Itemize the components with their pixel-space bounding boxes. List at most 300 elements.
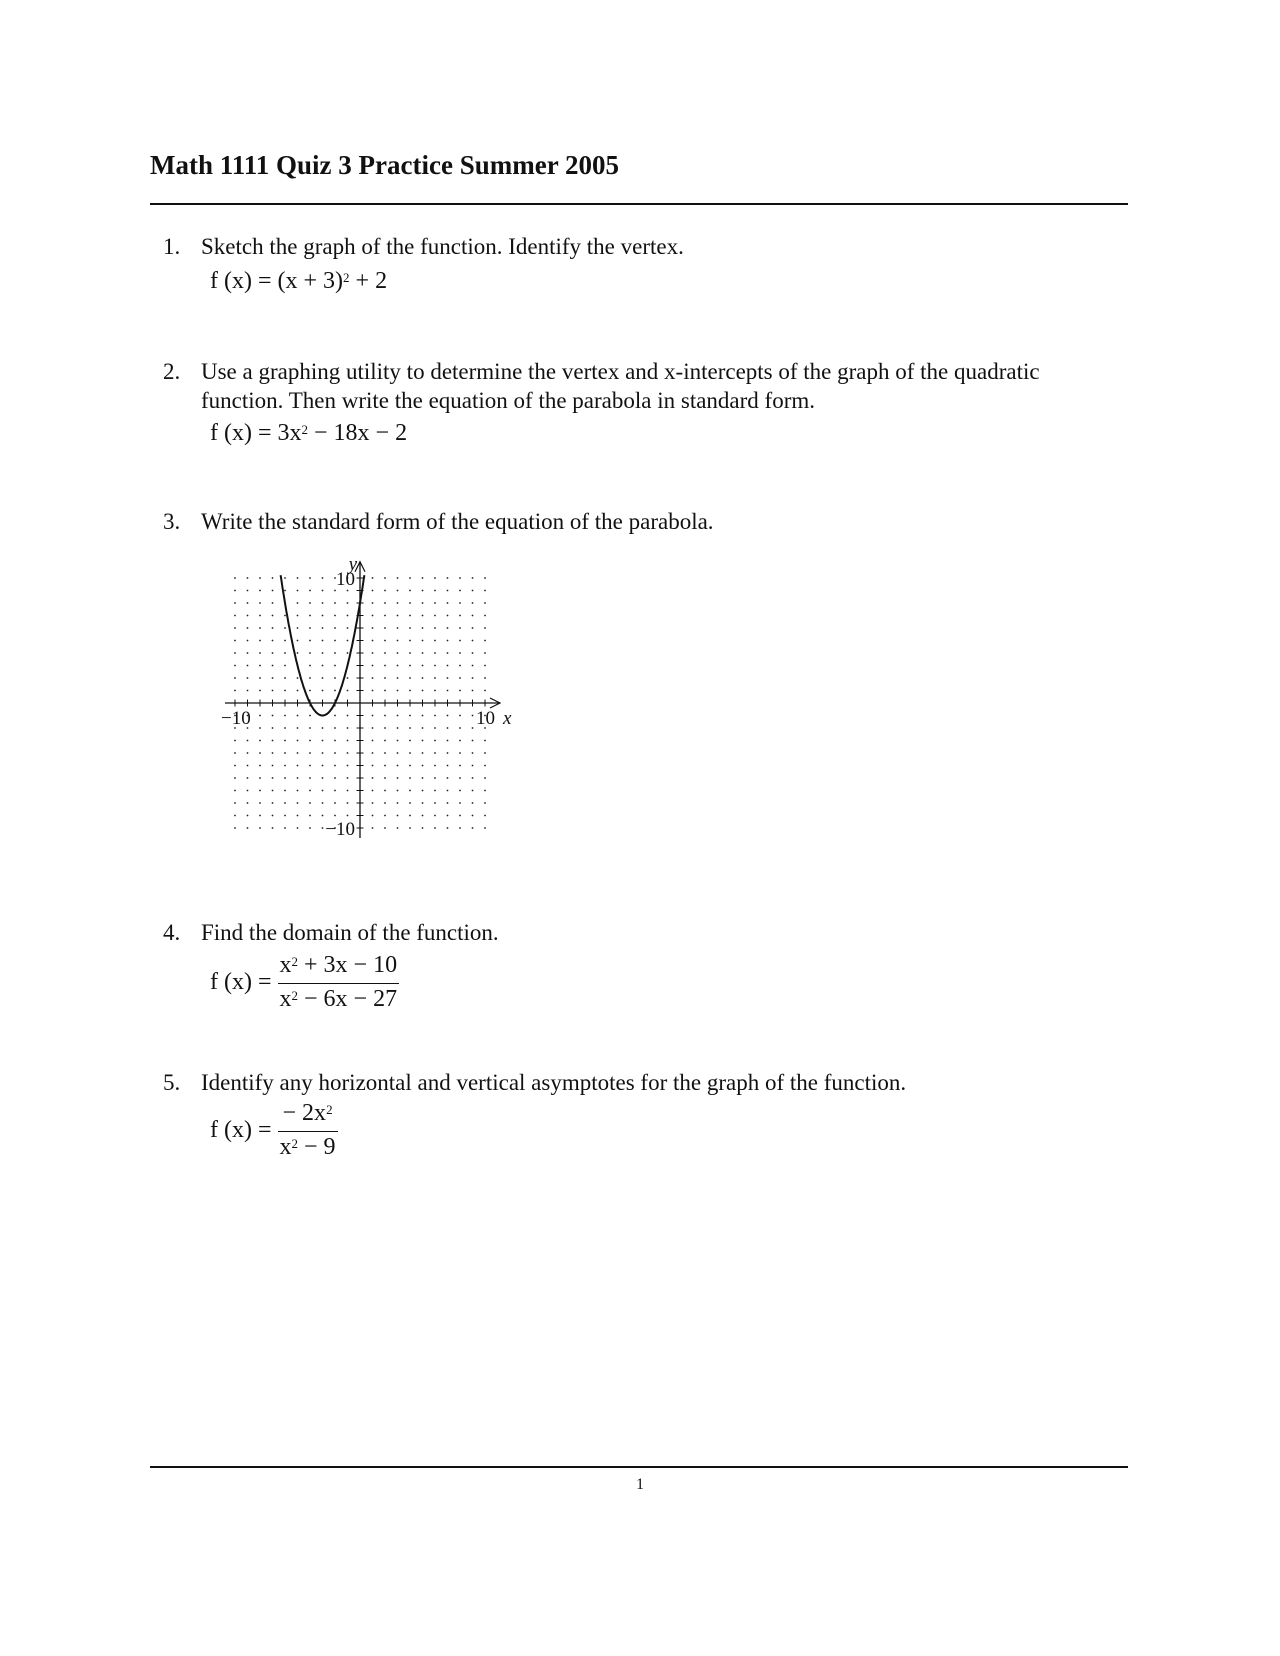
grid-dot [447,727,449,729]
grid-dot [234,815,236,817]
grid-dot [472,677,474,679]
grid-dot [484,827,486,829]
grid-dot [422,790,424,792]
grid-dot [447,665,449,667]
grid-dot [284,727,286,729]
grid-dot [322,640,324,642]
question-number: 2. [163,359,181,384]
question-number: 1. [163,234,181,259]
grid-dot [447,802,449,804]
grid-dot [459,827,461,829]
grid-dot [484,640,486,642]
grid-dot [247,652,249,654]
grid-dot [397,715,399,717]
grid-dot [447,715,449,717]
grid-dot [259,652,261,654]
grid-dot [259,665,261,667]
grid-dot [397,827,399,829]
x-tick-label-min: −10 [221,708,251,729]
grid-dot [372,765,374,767]
grid-dot [409,627,411,629]
grid-dot [322,790,324,792]
term: x [279,1134,292,1160]
grid-dot [297,627,299,629]
grid-dot [259,777,261,779]
grid-dot [384,752,386,754]
grid-dot [334,690,336,692]
grid-dot [247,790,249,792]
grid-dot [434,640,436,642]
grid-dot [259,590,261,592]
formula-lhs: f (x) = 3x [210,420,302,446]
grid-dot [384,690,386,692]
grid-dot [334,715,336,717]
grid-dot [459,815,461,817]
grid-dot [372,802,374,804]
grid-dot [384,627,386,629]
grid-dot [409,690,411,692]
grid-dot [309,815,311,817]
grid-dot [434,715,436,717]
grid-dot [384,715,386,717]
grid-dot [309,577,311,579]
grid-dot [434,590,436,592]
formula-body: (x + 3) [277,268,344,294]
grid-dot [334,802,336,804]
grid-dot [272,802,274,804]
grid-dot [422,727,424,729]
grid-dot [384,615,386,617]
grid-dot [284,577,286,579]
grid-dot [234,602,236,604]
parabola-curve [281,575,365,715]
grid-dot [397,740,399,742]
grid-dot [447,640,449,642]
grid-dot [272,615,274,617]
grid-dot [397,652,399,654]
grid-dot [422,640,424,642]
grid-dot [259,740,261,742]
grid-dot [272,790,274,792]
grid-dot [422,752,424,754]
grid-dot [372,815,374,817]
grid-dot [234,590,236,592]
grid-dot [347,802,349,804]
grid-dot [472,765,474,767]
fraction [278,950,400,1017]
question-text: Find the domain of the function. [201,920,499,945]
grid-dot [259,677,261,679]
grid-dot [384,577,386,579]
grid-dot [259,765,261,767]
grid-dot [472,777,474,779]
grid-dot [384,727,386,729]
grid-dot [272,827,274,829]
grid-dot [459,590,461,592]
grid-dot [297,715,299,717]
grid-dot [472,715,474,717]
grid-dot [272,577,274,579]
grid-dot [247,590,249,592]
grid-dot [259,827,261,829]
grid-dot [347,790,349,792]
fraction-denominator [278,1132,338,1165]
grid-dot [234,827,236,829]
grid-dot [372,652,374,654]
grid-dot [384,740,386,742]
grid-dot [409,827,411,829]
grid-dot [284,590,286,592]
grid-dot [234,790,236,792]
grid-dot [309,777,311,779]
grid-dot [397,752,399,754]
grid-dot [372,727,374,729]
fraction-denominator [278,984,400,1017]
grid-dot [384,665,386,667]
grid-dot [484,752,486,754]
grid-dot [484,690,486,692]
grid-dot [384,590,386,592]
grid-dot [434,627,436,629]
question-text: Identify any horizontal and vertical asymptotes for the graph of the function. [201,1070,907,1095]
grid-dot [334,602,336,604]
grid-dot [284,665,286,667]
grid-dot [372,677,374,679]
grid-dot [447,777,449,779]
grid-dot [459,777,461,779]
grid-dot [459,640,461,642]
grid-dot [247,777,249,779]
x-axis-label: x [503,708,512,729]
grid-dot [384,815,386,817]
grid-dot [434,740,436,742]
grid-dot [259,727,261,729]
grid-dot [347,715,349,717]
grid-dot [409,802,411,804]
grid-dot [322,652,324,654]
grid-dot [297,765,299,767]
grid-dot [397,615,399,617]
grid-dot [347,752,349,754]
grid-dot [297,815,299,817]
y-tick-label-max: 10 [336,569,355,590]
grid-dot [434,652,436,654]
grid-dot [397,665,399,667]
grid-dot [297,615,299,617]
grid-dot [384,602,386,604]
grid-dot [234,577,236,579]
grid-dot [322,602,324,604]
grid-dot [347,652,349,654]
grid-dot [459,602,461,604]
grid-dot [422,715,424,717]
grid-dot [322,815,324,817]
grid-dot [384,777,386,779]
grid-dot [447,827,449,829]
grid-dot [409,715,411,717]
formula-exponent: 2 [301,422,309,437]
grid-dot [459,790,461,792]
grid-dot [322,577,324,579]
grid-dot [247,577,249,579]
grid-dot [247,602,249,604]
grid-dot [322,627,324,629]
grid-dot [247,827,249,829]
fraction-numerator [278,950,400,984]
grid-dot [472,740,474,742]
grid-dot [434,665,436,667]
grid-dot [334,740,336,742]
footer-rule [150,1466,1128,1468]
grid-dot [472,615,474,617]
grid-dot [484,615,486,617]
grid-dot [397,777,399,779]
grid-dot [247,677,249,679]
grid-dot [459,690,461,692]
grid-dot [434,577,436,579]
grid-dot [459,677,461,679]
grid-dot [347,602,349,604]
term: − 6x − 27 [298,986,398,1012]
grid-dot [484,602,486,604]
grid-dot [409,815,411,817]
grid-dot [472,590,474,592]
grid-dot [347,815,349,817]
grid-dot [247,802,249,804]
grid-dot [259,577,261,579]
grid-dot [447,740,449,742]
grid-dot [434,827,436,829]
grid-dot [334,627,336,629]
question-1 [163,232,1123,261]
grid-dot [334,765,336,767]
grid-dot [347,727,349,729]
formula-tail: − 18x − 2 [308,420,408,446]
formula-exponent: 2 [343,270,350,285]
y-tick-label-min: −10 [325,819,355,840]
grid-dot [272,752,274,754]
grid-dot [397,690,399,692]
exponent: 2 [326,1102,333,1117]
grid-dot [297,752,299,754]
grid-dot [472,827,474,829]
formula-lhs: f (x) = [210,1117,272,1144]
grid-dot [284,827,286,829]
question-2 [163,357,1123,415]
grid-dot [259,752,261,754]
grid-dot [422,765,424,767]
formula-q5 [210,1098,338,1165]
grid-dot [422,815,424,817]
grid-dot [434,690,436,692]
grid-dot [272,590,274,592]
grid-dot [484,790,486,792]
grid-dot [422,602,424,604]
grid-dot [447,602,449,604]
grid-dot [284,640,286,642]
grid-dot [284,815,286,817]
grid-dot [297,802,299,804]
grid-dot [372,790,374,792]
document-title: Math 1111 Quiz 3 Practice Summer 2005 [150,150,619,180]
grid-dot [409,727,411,729]
grid-dot [472,690,474,692]
grid-dot [372,827,374,829]
grid-dot [484,652,486,654]
grid-dot [334,640,336,642]
grid-dot [259,790,261,792]
grid-dot [397,590,399,592]
grid-dot [234,652,236,654]
grid-dot [284,627,286,629]
formula-q2 [210,420,407,447]
grid-dot [409,677,411,679]
grid-dot [372,777,374,779]
grid-dot [247,815,249,817]
grid-dot [272,627,274,629]
grid-dot [472,602,474,604]
grid-dot [434,790,436,792]
grid-dot [234,615,236,617]
grid-dot [384,640,386,642]
grid-dot [309,690,311,692]
grid-dot [259,640,261,642]
grid-dot [409,665,411,667]
grid-dot [459,715,461,717]
grid-dot [234,802,236,804]
grid-dot [422,690,424,692]
grid-dot [409,640,411,642]
grid-dot [247,765,249,767]
grid-dot [284,777,286,779]
grid-dot [409,740,411,742]
grid-dot [284,615,286,617]
grid-dot [297,602,299,604]
grid-dot [272,815,274,817]
question-4 [163,918,1123,947]
grid-dot [484,815,486,817]
grid-dot [472,640,474,642]
question-text: Sketch the graph of the function. Identify the vertex. [201,234,684,259]
grid-dot [309,590,311,592]
grid-dot [484,590,486,592]
grid-dot [247,640,249,642]
grid-dot [422,590,424,592]
grid-dot [297,827,299,829]
grid-dot [372,615,374,617]
grid-dot [347,640,349,642]
grid-dot [309,715,311,717]
grid-dot [247,665,249,667]
grid-dot [309,827,311,829]
grid-dot [409,752,411,754]
grid-dot [234,690,236,692]
grid-dot [347,690,349,692]
grid-dot [322,727,324,729]
grid-dot [247,740,249,742]
grid-dot [459,615,461,617]
grid-dot [384,677,386,679]
grid-dot [472,790,474,792]
grid-dot [297,577,299,579]
grid-dot [372,627,374,629]
grid-dot [309,765,311,767]
grid-dot [259,815,261,817]
grid-dot [234,777,236,779]
grid-dot [422,740,424,742]
formula-tail: + 2 [349,268,388,294]
grid-dot [372,577,374,579]
grid-dot [447,677,449,679]
grid-dot [434,677,436,679]
grid-dot [447,815,449,817]
grid-dot [284,652,286,654]
grid-dot [434,765,436,767]
grid-dot [272,727,274,729]
grid-dot [322,827,324,829]
grid-dot [397,627,399,629]
grid-dot [459,802,461,804]
grid-dot [397,815,399,817]
grid-dot [422,802,424,804]
grid-dot [297,652,299,654]
y-axis-label: y [348,553,357,575]
grid-dot [384,827,386,829]
grid-dot [284,677,286,679]
grid-dot [297,677,299,679]
grid-dot [347,777,349,779]
grid-dot [384,652,386,654]
grid-dot [372,752,374,754]
grid-dot [459,627,461,629]
exponent: 2 [291,1136,299,1151]
grid-dot [372,715,374,717]
grid-dot [397,765,399,767]
grid-dot [484,765,486,767]
grid-dot [447,790,449,792]
grid-dot [272,715,274,717]
grid-dot [447,752,449,754]
grid-dot [234,765,236,767]
grid-dot [434,802,436,804]
grid-dot [459,740,461,742]
grid-dot [309,740,311,742]
fraction [278,1098,338,1165]
question-5 [163,1068,1123,1097]
parabola-graph [210,548,530,858]
grid-dot [334,665,336,667]
grid-dot [234,752,236,754]
grid-dot [447,690,449,692]
grid-dot [334,727,336,729]
grid-dot [472,627,474,629]
grid-dot [272,677,274,679]
grid-dot [409,790,411,792]
grid-dot [284,740,286,742]
grid-dot [434,815,436,817]
grid-dot [322,677,324,679]
grid-dot [309,665,311,667]
grid-dot [297,640,299,642]
question-number: 4. [163,920,181,945]
grid-dot [234,677,236,679]
grid-dot [409,765,411,767]
grid-dot [484,740,486,742]
term: x [279,952,292,978]
grid-dot [322,590,324,592]
grid-dot [409,652,411,654]
grid-dot [272,765,274,767]
